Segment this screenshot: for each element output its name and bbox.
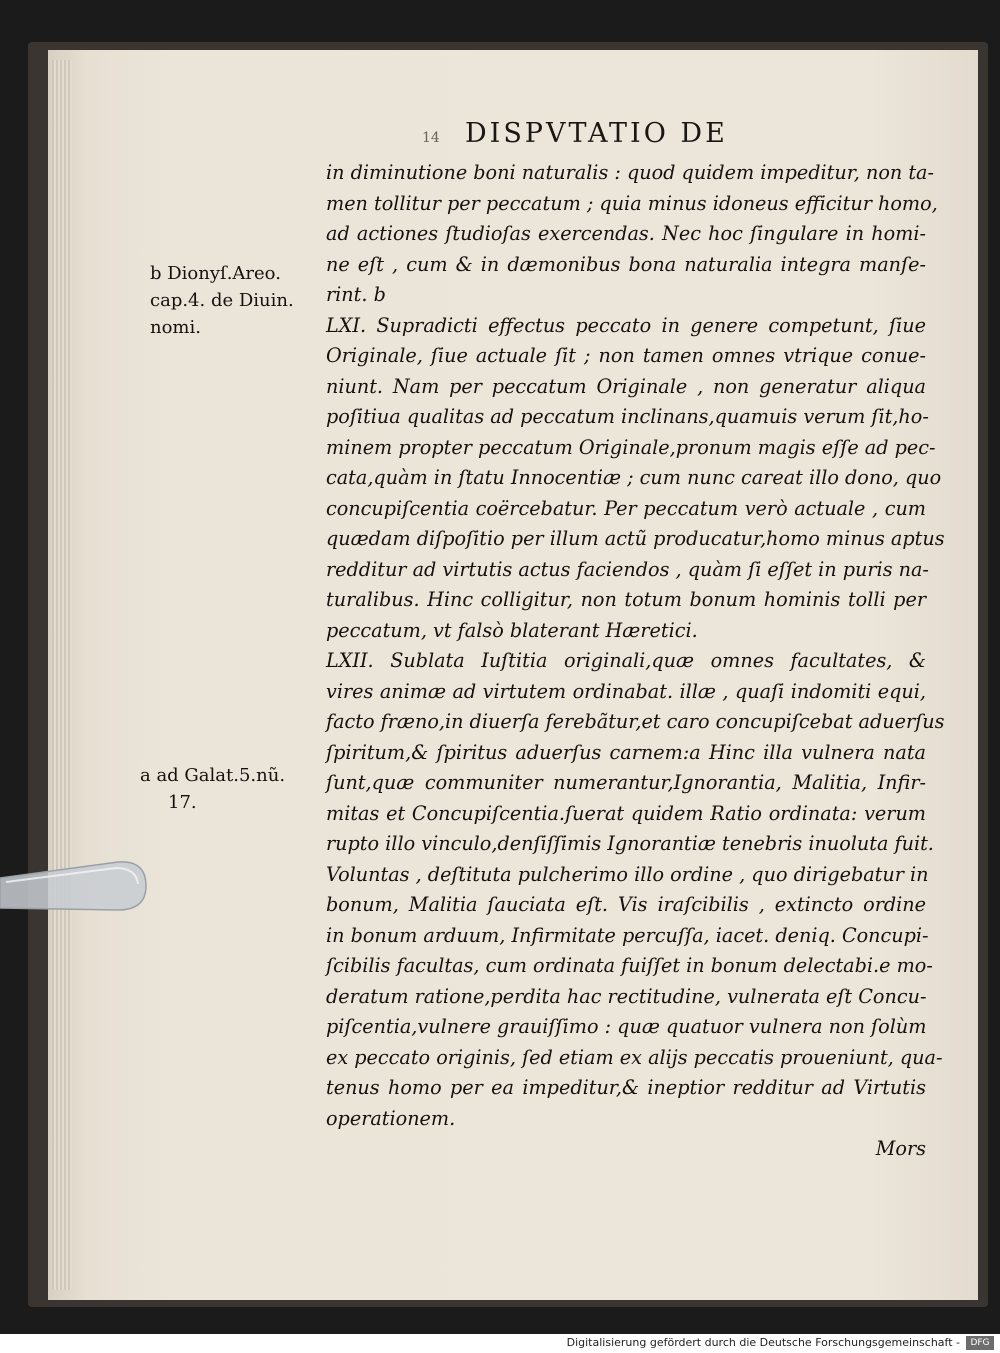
text-line: Originale, ſiue actuale ſit ; non tamen omnes vtrique conue- <box>326 344 926 367</box>
margin-note-line: a ad Galat.5.nũ. <box>140 765 286 786</box>
text-line: Voluntas , deſtituta pulcherimo illo ordine , quo dirigebatur in <box>326 862 929 886</box>
text-line: bonum, Malitia ſauciata eſt. Vis iraſcibilis , extincto ordine <box>326 893 926 916</box>
text-line: quædam diſpoſitio per illum actũ producatur,homo minus aptus <box>326 527 945 550</box>
body-text <box>326 158 945 1165</box>
text-line: peccatum, vt falsò blaterant Hæretici. <box>326 618 698 642</box>
text-line: piſcentia,vulnere grauiſſimo : quæ quatuor vulnera non ſolùm <box>326 1015 927 1038</box>
page-holder-clip <box>0 858 150 918</box>
text-line: ex peccato originis, ſed etiam ex alijs peccatis proueniunt, qua- <box>326 1045 943 1069</box>
text-line: men tollitur per peccatum ; quia minus idoneus efficitur homo, <box>326 191 938 215</box>
running-header: DISPVTATIO DE <box>465 118 728 149</box>
text-line: operationem. <box>326 1106 456 1130</box>
text-line: rint. b <box>326 283 386 306</box>
margin-note-galatians <box>140 762 285 816</box>
margin-note-line: b Dionyſ.Areo. <box>150 263 281 284</box>
text-line: niunt. Nam per peccatum Originale , non generatur aliqua <box>326 374 926 398</box>
text-line: LXI. Supradicti effectus peccato in genere competunt, ſiue <box>326 313 926 337</box>
dfg-logo-icon: DFG <box>966 1336 994 1350</box>
text-line: in bonum arduum, Infirmitate percuſſa, iacet. deniq. Concupi- <box>326 923 929 947</box>
margin-note-line: nomi. <box>150 317 201 338</box>
funding-credit: Digitalisierung gefördert durch die Deutsche Forschungsgemeinschaft - <box>566 1336 960 1349</box>
margin-note-line: cap.4. de Diuin. <box>150 290 294 311</box>
text-line: turalibus. Hinc colligitur, non totum bonum hominis tolli per <box>326 588 926 611</box>
text-line: redditur ad virtutis actus faciendos , quàm ſi eſſet in puris na- <box>326 557 929 581</box>
text-line: ad actiones ſtudioſas exercendas. Nec hoc ſingulare in homi- <box>326 222 926 245</box>
text-line: rupto illo vinculo,denſiſſimis Ignorantiæ tenebris inuoluta fuit. <box>326 832 934 855</box>
text-line: poſitiua qualitas ad peccatum inclinans,quamuis verum ſit,ho- <box>326 405 929 428</box>
text-line: ſunt,quæ communiter numerantur,Ignorantia, Malitia, Infir- <box>326 771 926 794</box>
text-line: minem propter peccatum Originale,pronum magis eſſe ad pec- <box>326 435 936 459</box>
text-line: cata,quàm in ſtatu Innocentiæ ; cum nunc careat illo dono, quo <box>326 466 942 489</box>
page-folio-number: 14 <box>422 130 440 146</box>
text-line: ſpiritum,& ſpiritus aduerſus carnem:a Hinc illa vulnera nata <box>326 740 926 764</box>
text-line: deratum ratione,perdita hac rectitudine, vulnerata eſt Concu- <box>326 984 927 1008</box>
margin-note-dionysius <box>150 260 294 341</box>
text-line: vires animæ ad virtutem ordinabat. illæ , quaſi indomiti equi, <box>326 679 926 703</box>
margin-note-line: 17. <box>168 792 197 813</box>
text-line: ſcibilis facultas, cum ordinata fuiſſet in bonum delectabi.e mo- <box>326 954 933 977</box>
text-line: tenus homo per ea impeditur,& ineptior redditur ad Virtutis <box>326 1076 926 1099</box>
text-line: in diminutione boni naturalis : quod quidem impeditur, non ta- <box>326 161 934 184</box>
text-line: ne eſt , cum & in dæmonibus bona naturalia integra manſe- <box>326 252 926 276</box>
text-line: concupiſcentia coërcebatur. Per peccatum verò actuale , cum <box>326 496 926 520</box>
page-stack-edge <box>52 60 72 1290</box>
catchword: Mors <box>875 1137 926 1160</box>
text-line: LXII. Sublata Iuſtitia originali,quæ omnes facultates, & <box>326 649 926 672</box>
digitization-footer <box>0 1334 1000 1353</box>
text-line: mitas et Concupiſcentia.ſuerat quidem Ratio ordinata: verum <box>326 801 926 825</box>
text-line: facto fræno,in diuerſa ferebãtur,et caro concupiſcebat aduerſus <box>326 710 945 733</box>
